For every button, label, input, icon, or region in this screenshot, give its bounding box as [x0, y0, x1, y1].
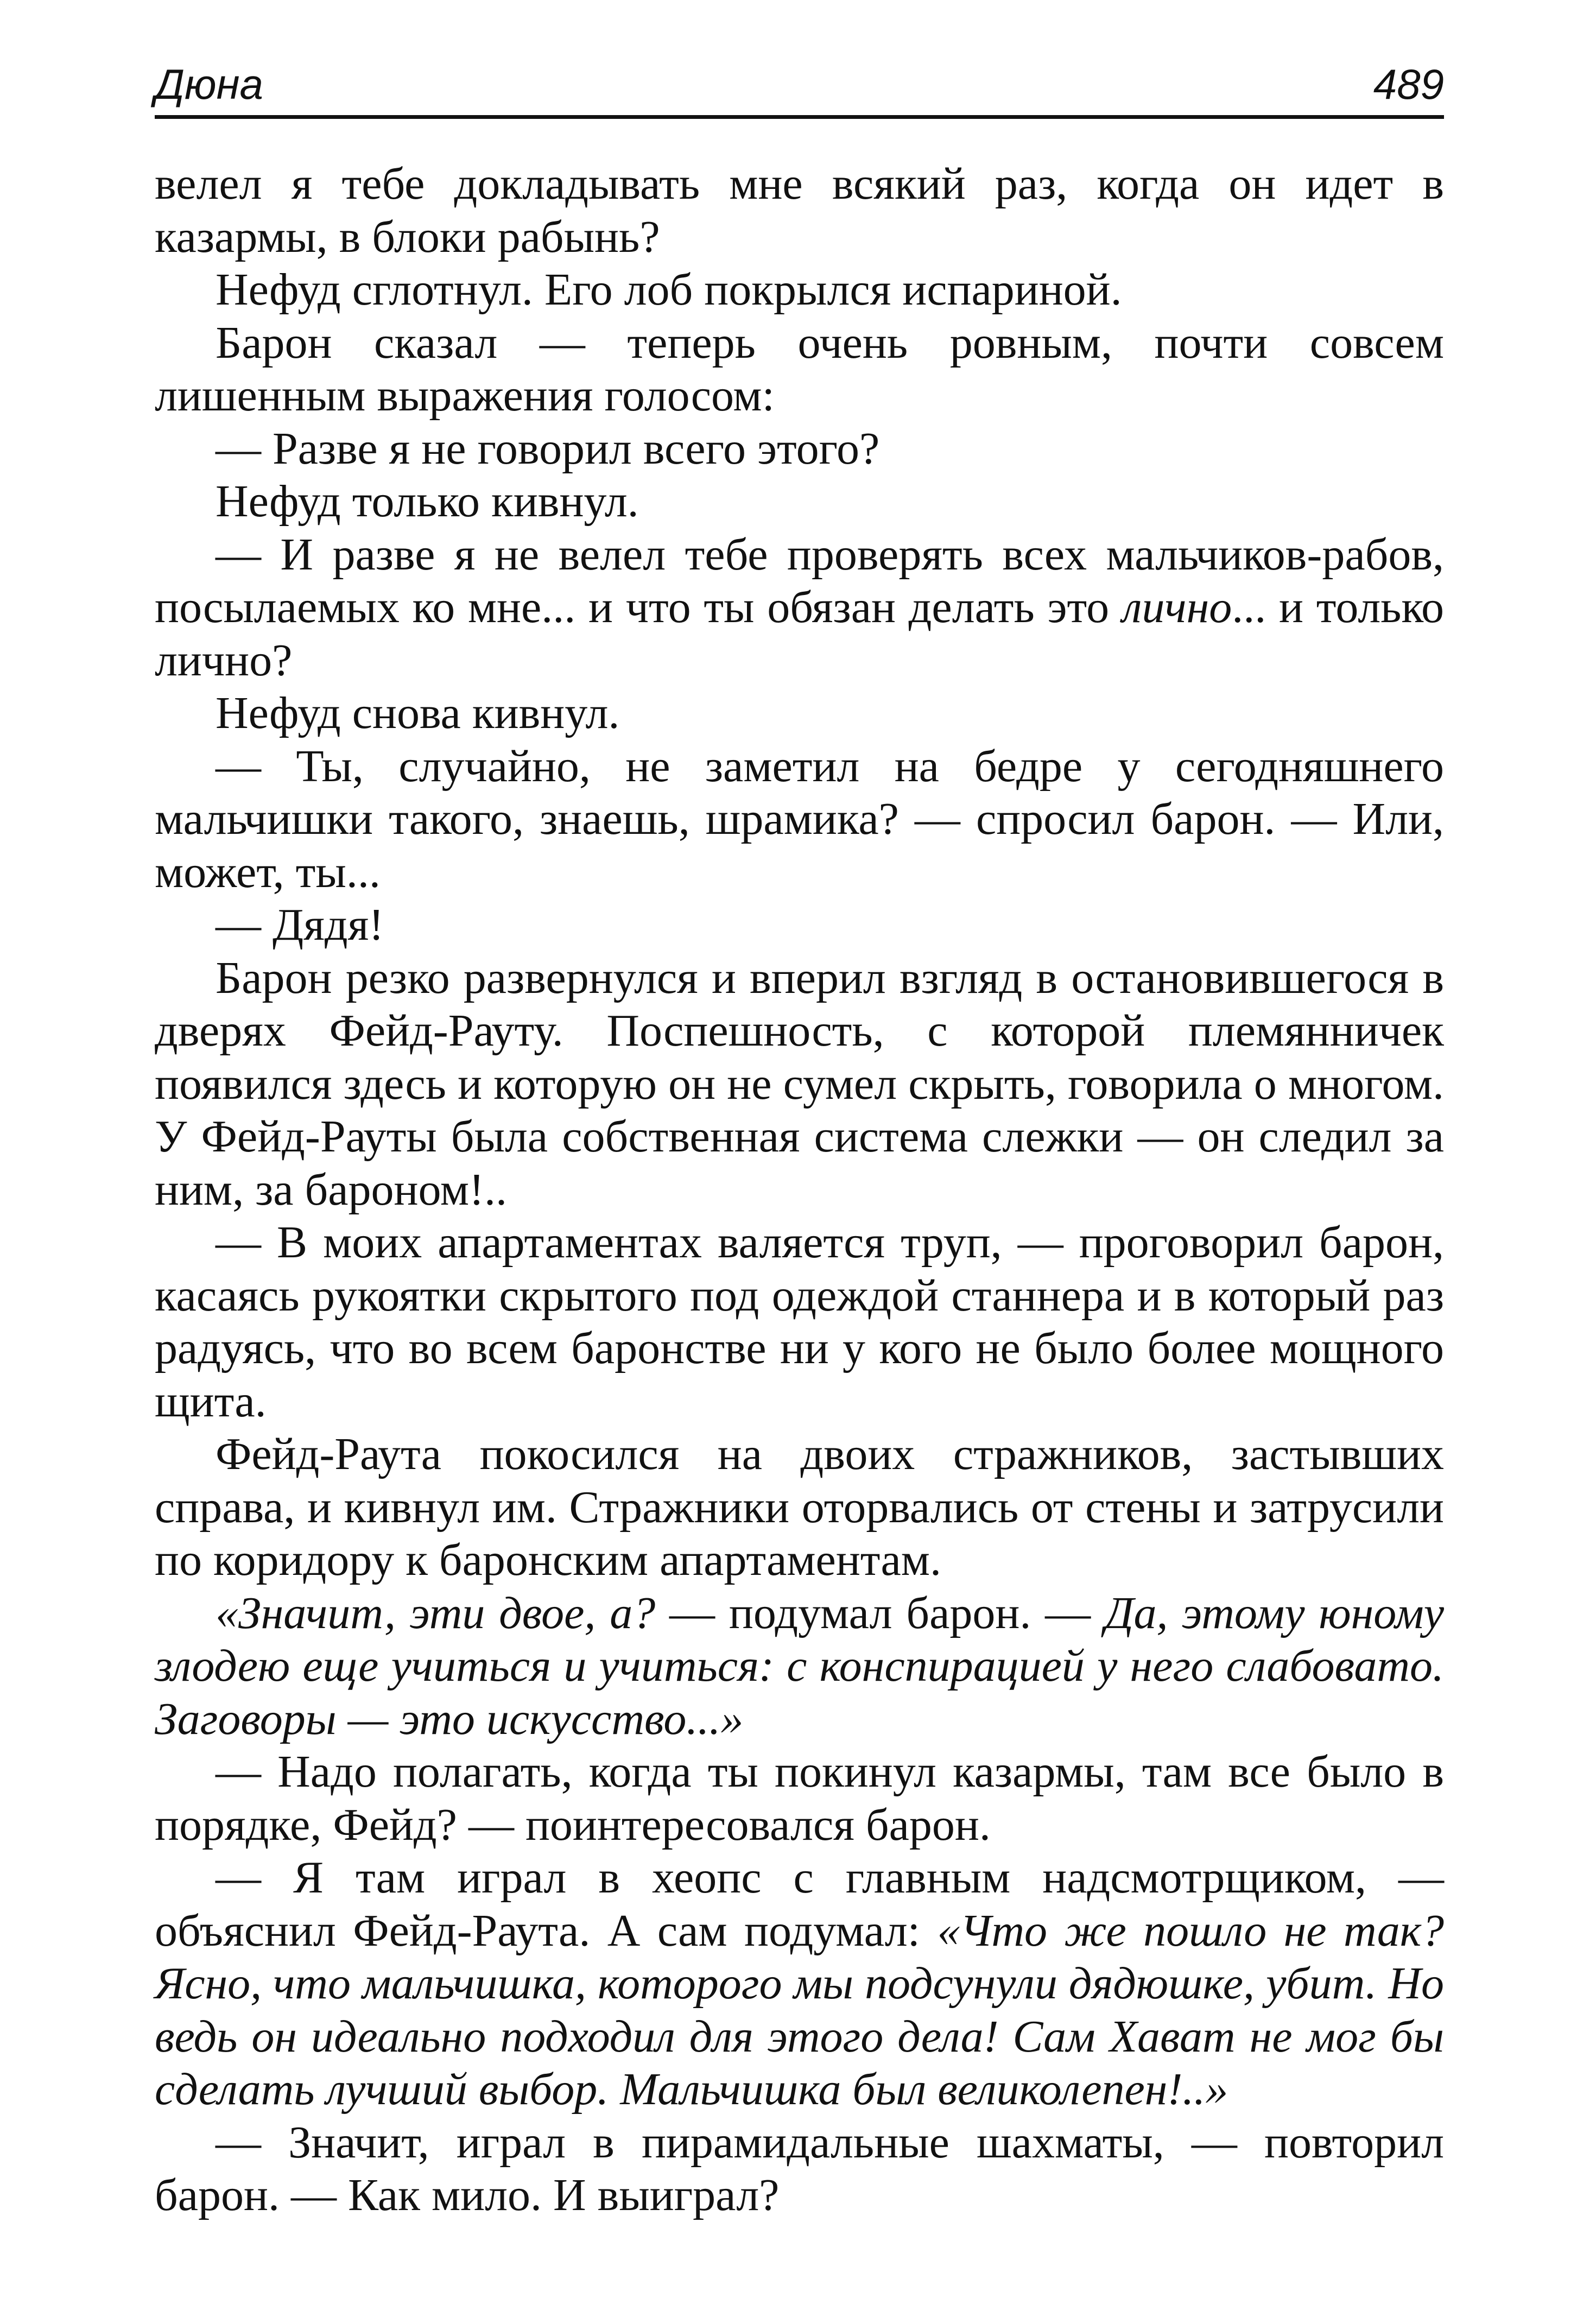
text-run: — Дядя! [216, 900, 384, 950]
paragraph [155, 422, 1444, 476]
italic-text-run: Да, этому юному злодею еще учиться и учиться: с конспирацией у него слабовато. Заговоры — это искусство...» [155, 1587, 1444, 1744]
paragraph [155, 898, 1444, 952]
text-run: Нефуд сглотнул. Его лоб покрылся испариной. [216, 264, 1122, 315]
italic-text-run: лично [1122, 582, 1232, 632]
paragraph [155, 2116, 1444, 2222]
text-run: — Надо полагать, когда ты покинул казармы, там все было в порядке, Фейд? — поинтересовался барон. [155, 1746, 1444, 1850]
body-text [155, 157, 1444, 2222]
running-header [155, 54, 1444, 119]
text-run: Барон сказал — теперь очень ровным, почти совсем лишенным выражения голосом: [155, 317, 1444, 421]
paragraph [155, 263, 1444, 316]
paragraph [155, 740, 1444, 899]
paragraph [155, 1428, 1444, 1587]
text-run: Барон резко развернулся и вперил взгляд в остановившегося в дверях Фейд-Рауту. Поспешность, с которой племянничек появился здесь и которую он не сумел скрыть, говорила о многом. У Фейд-Рауты была собственная система слежки — он следил за ним, за бароном!.. [155, 952, 1444, 1215]
text-run: — Я там играл в хеопс с главным надсмотрщиком, — объяснил Фейд-Раута. А сам подумал: [155, 1852, 1444, 1956]
italic-text-run: «Значит, эти двое, а? [216, 1587, 656, 1638]
paragraph [155, 1851, 1444, 2116]
paragraph [155, 475, 1444, 528]
text-run: велел я тебе докладывать мне всякий раз, когда он идет в казармы, в блоки рабынь? [155, 159, 1444, 262]
paragraph [155, 1216, 1444, 1428]
paragraph [155, 316, 1444, 422]
text-run: Нефуд снова кивнул. [216, 688, 620, 738]
text-run: — Ты, случайно, не заметил на бедре у сегодняшнего мальчишки такого, знаешь, шрамика? — спросил барон. — Или, может, ты... [155, 740, 1444, 897]
text-run: ... и только лично? [155, 582, 1444, 686]
header-rule [155, 115, 1444, 119]
text-run: — В моих апартаментах валяется труп, — проговорил барон, касаясь рукоятки скрытого под одеждой станнера и в который раз радуясь, что во всем баронстве ни у кого не было более мощного щита. [155, 1217, 1444, 1427]
text-run: Нефуд только кивнул. [216, 476, 639, 527]
book-title: Дюна [155, 60, 263, 108]
page-number: 489 [1373, 60, 1444, 108]
text-run: — И разве я не велел тебе проверять всех мальчиков-рабов, посылаемых ко мне... и что ты обязан делать это [155, 529, 1444, 632]
paragraph [155, 1587, 1444, 1746]
paragraph [155, 1745, 1444, 1851]
paragraph [155, 952, 1444, 1217]
paragraph [155, 157, 1444, 263]
paragraph [155, 687, 1444, 740]
text-run: Фейд-Раута покосился на двоих стражников, застывших справа, и кивнул им. Стражники оторвались от стены и затрусили по коридору к баронским апартаментам. [155, 1429, 1444, 1585]
text-run: — Разве я не говорил всего этого? [216, 423, 880, 474]
text-run: — Значит, играл в пирамидальные шахматы, — повторил барон. — Как мило. И выиграл? [155, 2117, 1444, 2220]
book-page [155, 54, 1444, 2269]
paragraph [155, 528, 1444, 687]
text-run: — подумал барон. — [655, 1587, 1105, 1638]
italic-text-run: «Что же пошло не так? Ясно, что мальчишка, которого мы подсунули дядюшке, убит. Но ведь он идеально подходил для этого дела! Сам Хават не мог бы сделать лучший выбор. Мальчишка был великолепен!..» [155, 1905, 1444, 2115]
